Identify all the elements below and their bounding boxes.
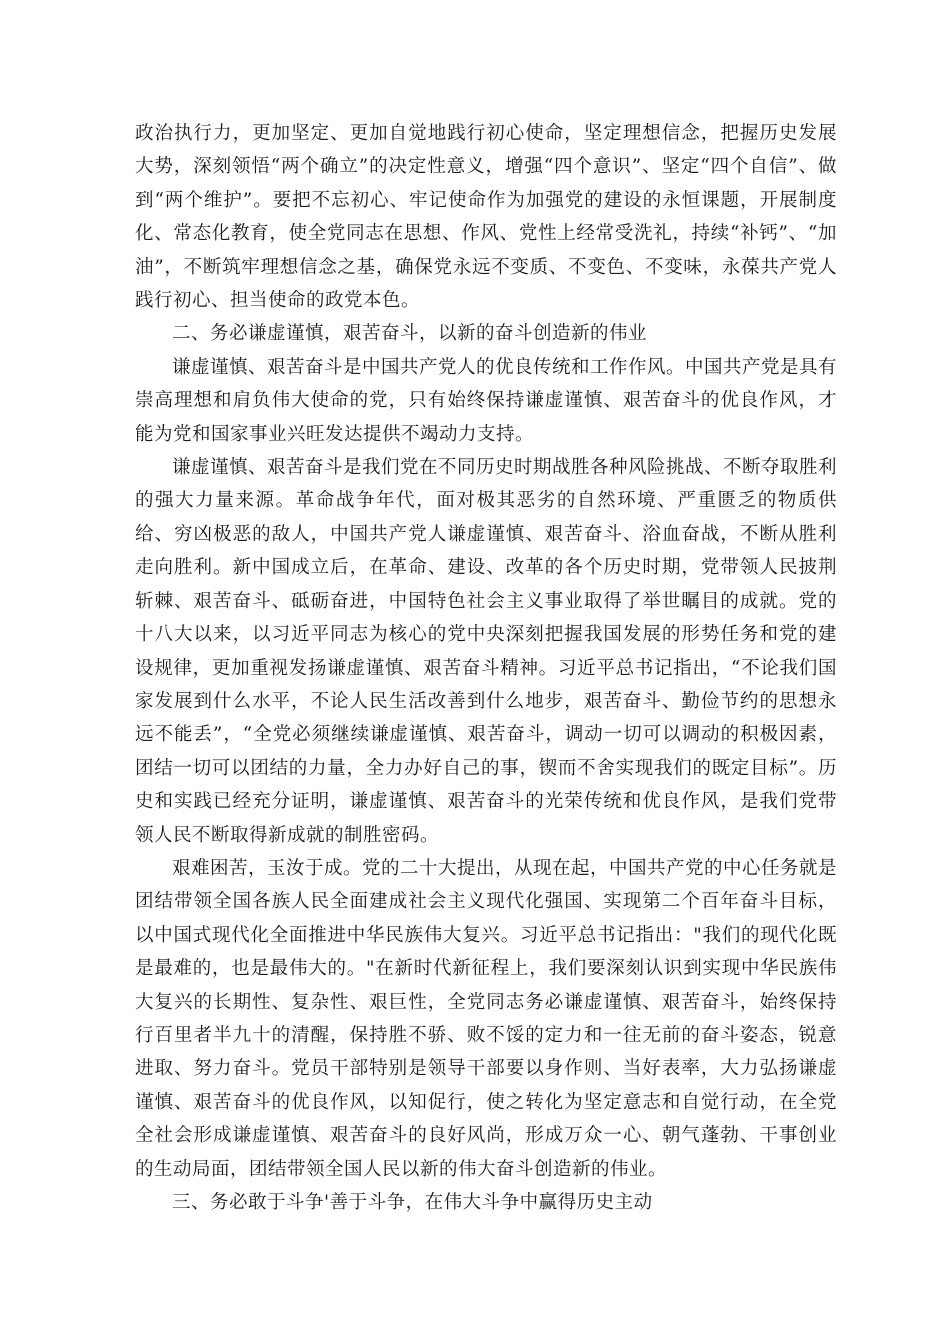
- section-heading-3: 三、务必敢于斗争'善于斗争，在伟大斗争中赢得历史主动: [172, 1192, 653, 1213]
- paragraph-continuation: 政治执行力，更加坚定、更加自觉地践行初心使命，坚定理想信念，把握历史发展大势，深刻领悟“两个确立”的决定性意义，增强“四个意识”、坚定“四个自信”、做到“两个维护”。要把不忘初心、牢记使命作为加强党的建设的永恒课题，开展制度化、常态化教育，使全党同志在思想、作风、党性上经常受洗礼，持续“补钙”、“加油”，不断筑牢理想信念之基，确保党永远不变质、不变色、不变味，永葆共产党人践行初心、担当使命的政党本色。: [135, 123, 837, 312]
- paragraph-body-1: 谦虚谨慎、艰苦奋斗是中国共产党人的优良传统和工作作风。中国共产党是具有崇高理想和肩负伟大使命的党，只有始终保持谦虚谨慎、艰苦奋斗的优良作风，才能为党和国家事业兴旺发达提供不竭动力支持。: [135, 356, 838, 445]
- document-page: [135, 117, 837, 1219]
- section-heading-2: 二、务必谦虚谨慎，艰苦奋斗，以新的奋斗创造新的伟业: [172, 323, 648, 345]
- paragraph-body-2: 谦虚谨慎、艰苦奋斗是我们党在不同历史时期战胜各种风险挑战、不断夺取胜利的强大力量来源。革命战争年代，面对极其恶劣的自然环境、严重匮乏的物质供给、穷凶极恶的敌人，中国共产党人谦虚谨慎、艰苦奋斗、浴血奋战，不断从胜利走向胜利。新中国成立后，在革命、建设、改革的各个历史时期，党带领人民披荆斩棘、艰苦奋斗、砥砺奋进，中国特色社会主义事业取得了举世瞩目的成就。党的十八大以来，以习近平同志为核心的党中央深刻把握我国发展的形势任务和党的建设规律，更加重视发扬谦虚谨慎、艰苦奋斗精神。习近平总书记指出，“不论我们国家发展到什么水平，不论人民生活改善到什么地步，艰苦奋斗、勤俭节约的思想永远不能丢”，“全党必须继续谦虚谨慎、艰苦奋斗，调动一切可以调动的积极因素，团结一切可以团结的力量，全力办好自己的事，锲而不舍实现我们的既定目标”。历史和实践已经充分证明，谦虚谨慎、艰苦奋斗的光荣传统和优良作风，是我们党带领人民不断取得新成就的制胜密码。: [135, 457, 838, 846]
- paragraph-body-3: 艰难困苦，玉汝于成。党的二十大提出，从现在起，中国共产党的中心任务就是团结带领全国各族人民全面建成社会主义现代化强国、实现第二个百年奋斗目标，以中国式现代化全面推进中华民族伟大复兴。习近平总书记指出："我们的现代化既是最难的，也是最伟大的。"在新时代新征程上，我们要深刻认识到实现中华民族伟大复兴的长期性、复杂性、艰巨性，全党同志务必谦虚谨慎、艰苦奋斗，始终保持行百里者半九十的清醒，保持胜不骄、败不馁的定力和一往无前的奋斗姿态，锐意进取、努力奋斗。党员干部特别是领导干部要以身作则、当好表率，大力弘扬谦虚谨慎、艰苦奋斗的优良作风，以知促行，使之转化为坚定意志和自觉行动，在全党全社会形成谦虚谨慎、艰苦奋斗的良好风尚，形成万众一心、朝气蓬勃、干事创业的生动局面，团结带领全国人民以新的伟大奋斗创造新的伟业。: [135, 857, 838, 1180]
